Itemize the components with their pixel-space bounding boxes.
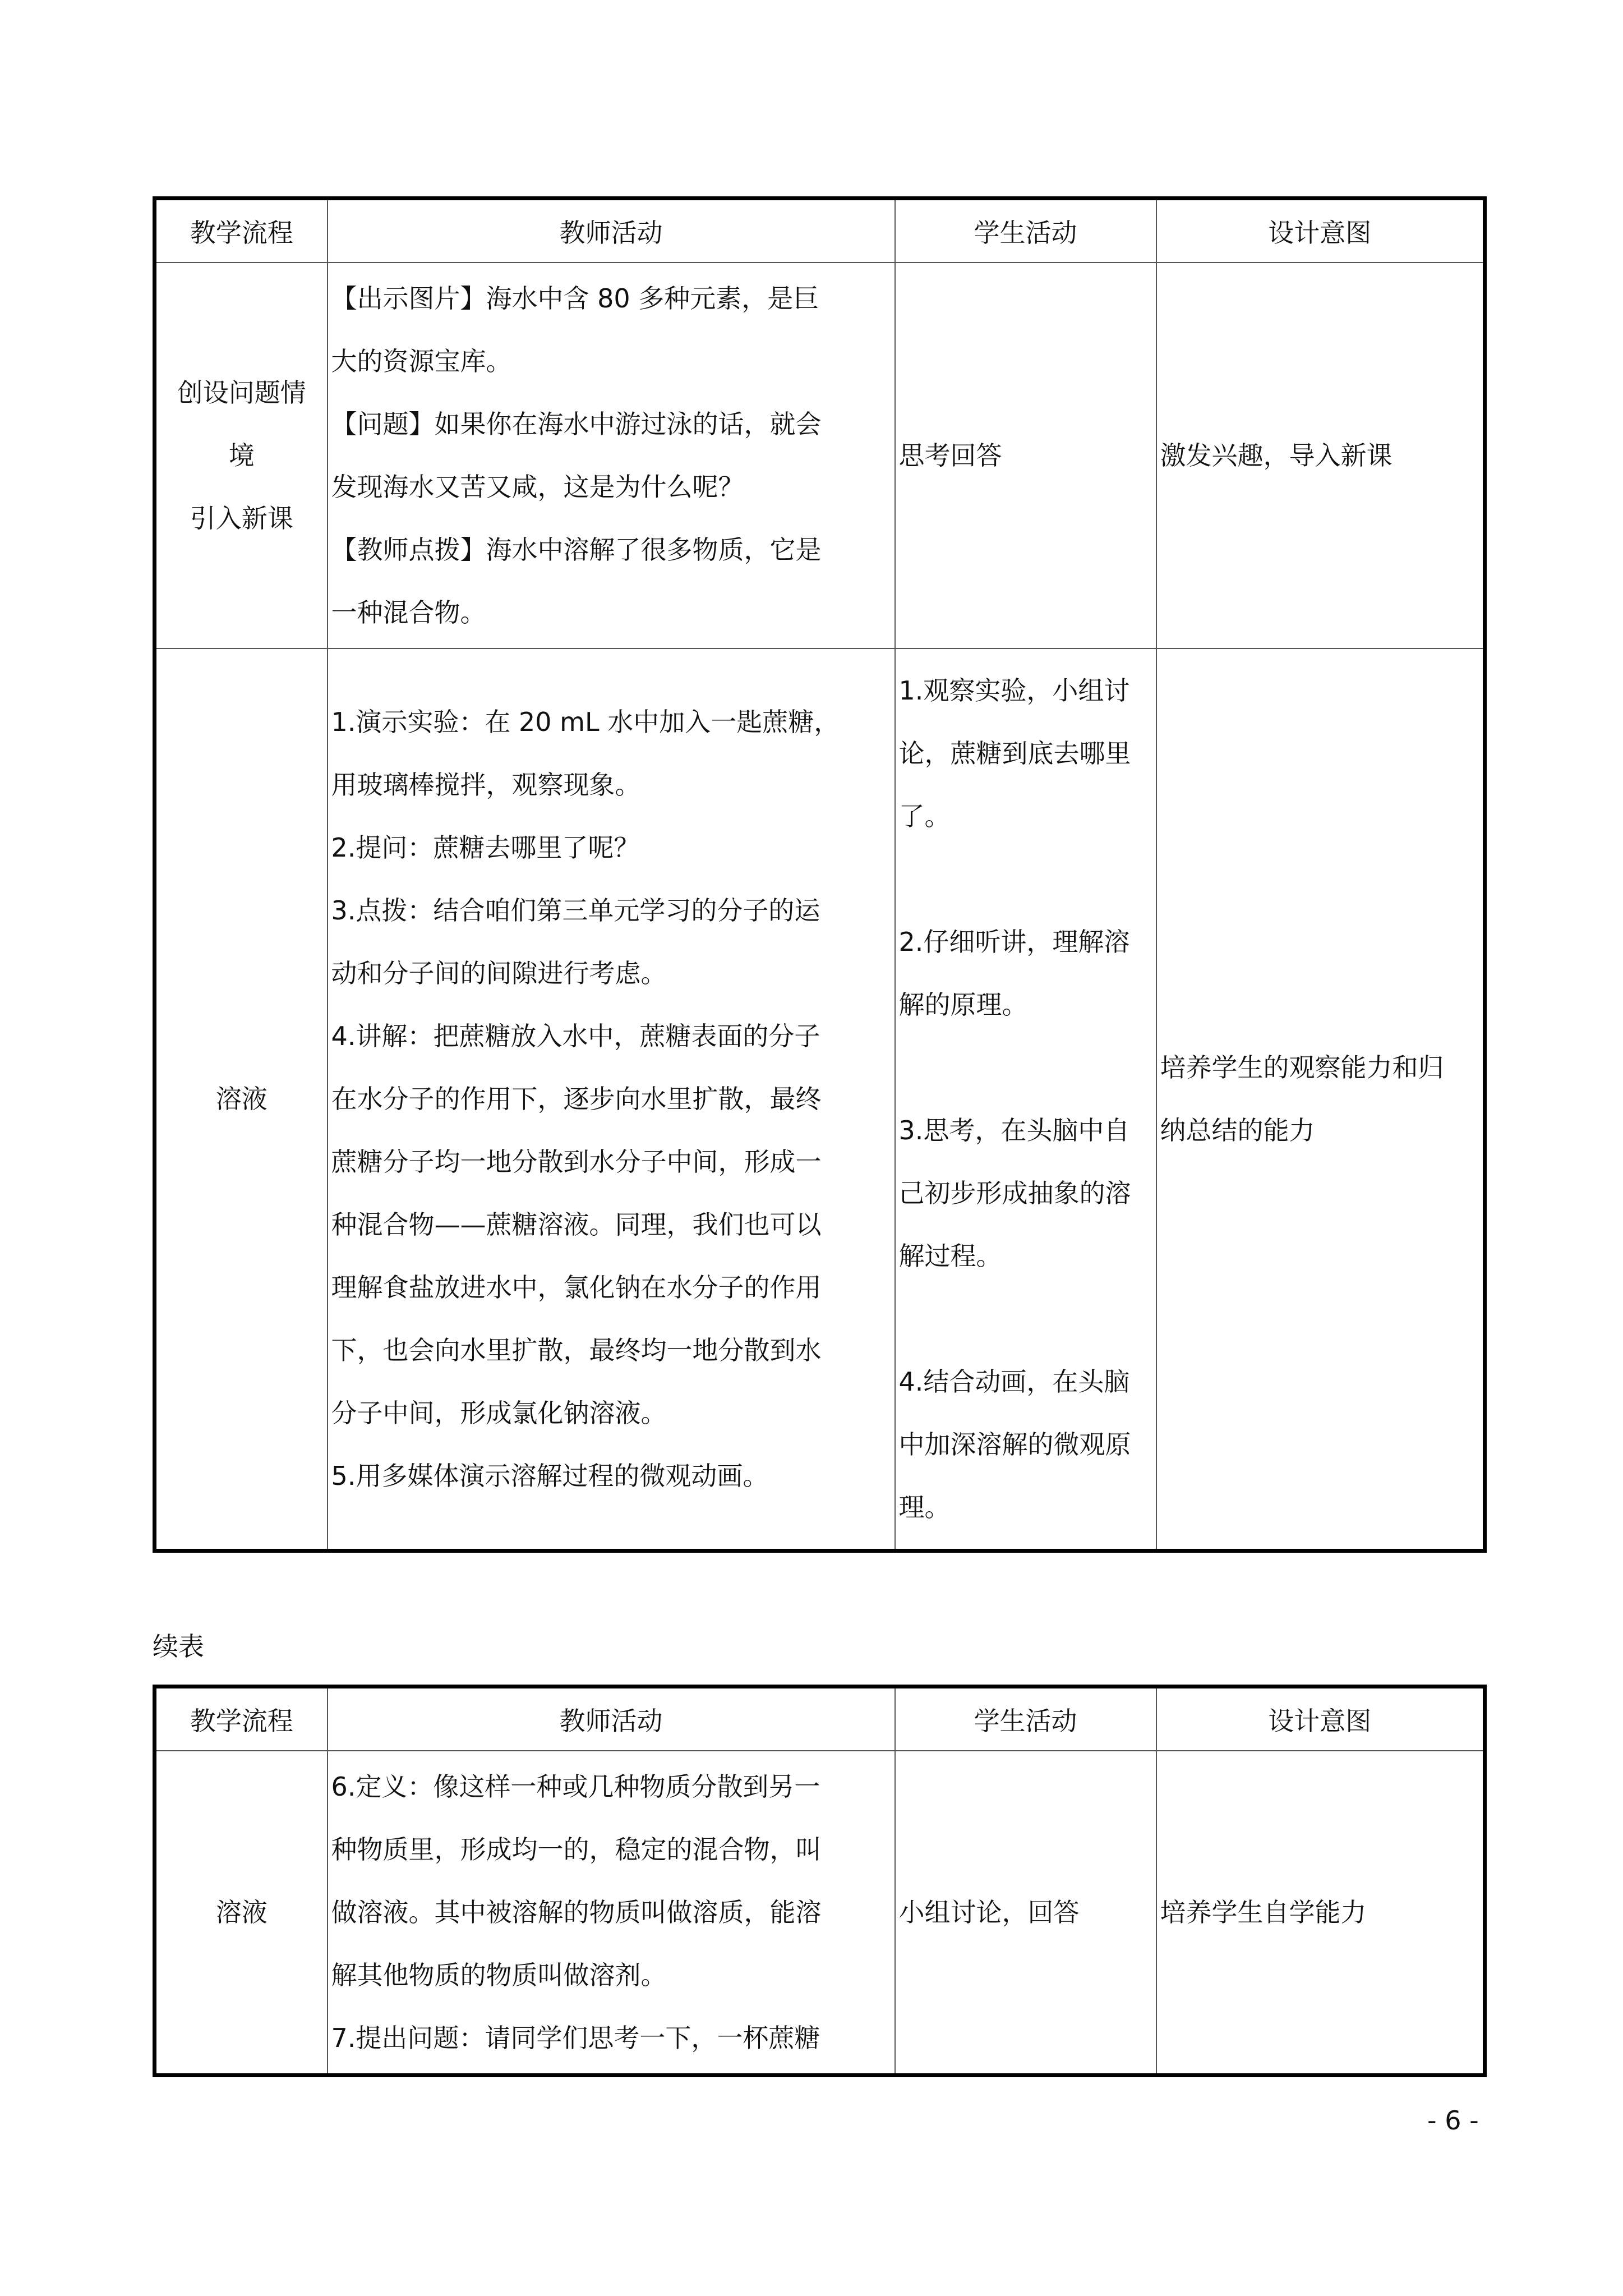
teacher-line: 动和分子间的间隙进行考虑。	[331, 958, 667, 988]
teacher-line: 分子中间，形成氯化钠溶液。	[331, 1397, 667, 1428]
teacher-line: 用玻璃棒搅拌，观察现象。	[331, 769, 641, 800]
student-line: 2.仔细听讲，理解溶	[898, 926, 1130, 957]
spacer	[899, 1287, 1152, 1350]
teacher-line: 6.定义：像这样一种或几种物质分散到另一	[331, 1771, 820, 1802]
student-line: 中加深溶解的微观原	[898, 1429, 1131, 1460]
student-line: 论，蔗糖到底去哪里	[898, 738, 1131, 769]
header-student-activity: 学生活动	[895, 199, 1156, 263]
design-intent-cell	[1156, 648, 1485, 1550]
student-activity-cell: 小组讨论，回答	[895, 1751, 1156, 2075]
table-row	[155, 263, 1485, 648]
teacher-line: 下，也会向水里扩散，最终均一地分散到水	[331, 1335, 822, 1365]
stage-cell: 溶液	[155, 1751, 328, 2075]
table-header-row	[155, 199, 1485, 263]
teacher-line: 做溶液。其中被溶解的物质叫做溶质，能溶	[331, 1897, 822, 1927]
teacher-activity-cell	[328, 648, 895, 1550]
stage-line: 引入新课	[190, 503, 293, 533]
teacher-line: 3.点拨：结合咱们第三单元学习的分子的运	[331, 895, 820, 926]
student-line: 3.思考，在头脑中自	[898, 1115, 1130, 1145]
teacher-line: 【出示图片】海水中含 80 多种元素，是巨	[331, 283, 819, 314]
stage-cell	[155, 263, 328, 648]
teacher-activity-cell	[328, 263, 895, 648]
stage-cell: 溶液	[155, 648, 328, 1550]
table-row	[155, 648, 1485, 1550]
header-teacher-activity: 教师活动	[328, 199, 895, 263]
teacher-line: 【教师点拨】海水中溶解了很多物质，它是	[331, 535, 822, 565]
teacher-line: 5.用多媒体演示溶解过程的微观动画。	[331, 1460, 769, 1491]
teacher-activity-cell	[328, 1751, 895, 2075]
teacher-line: 发现海水又苦又咸，这是为什么呢？	[331, 472, 744, 502]
spacer	[899, 848, 1152, 910]
header-student-activity: 学生活动	[895, 1687, 1156, 1751]
student-line: 4.结合动画，在头脑	[898, 1366, 1130, 1397]
teacher-line: 解其他物质的物质叫做溶剂。	[331, 1959, 667, 1990]
header-stage: 教学流程	[155, 1687, 328, 1751]
student-line: 解的原理。	[898, 989, 1028, 1020]
student-activity-cell: 思考回答	[895, 263, 1156, 648]
teacher-line: 7.提出问题：请同学们思考一下，一杯蔗糖	[331, 2022, 820, 2053]
spacer	[899, 1036, 1152, 1099]
teacher-line: 种物质里，形成均一的，稳定的混合物，叫	[331, 1834, 822, 1865]
stage-line: 创设问题情	[177, 378, 306, 408]
teacher-line: 【问题】如果你在海水中游过泳的话，就会	[331, 409, 822, 439]
teacher-line: 蔗糖分子均一地分散到水分子中间，形成一	[331, 1146, 822, 1177]
intent-line: 纳总结的能力	[1160, 1115, 1315, 1145]
teacher-line: 大的资源宝库。	[331, 346, 512, 376]
student-line: 理。	[898, 1492, 951, 1522]
lesson-plan-table-continued	[153, 1685, 1487, 2077]
teacher-line: 理解食盐放进水中，氯化钠在水分子的作用	[331, 1272, 822, 1303]
design-intent-cell: 激发兴趣，导入新课	[1156, 263, 1485, 648]
teacher-line: 1.演示实验：在 20 mL 水中加入一匙蔗糖，	[331, 706, 840, 737]
teacher-line: 2.提问：蔗糖去哪里了呢？	[331, 832, 640, 863]
student-line: 了。	[898, 800, 951, 831]
table-row	[155, 1751, 1485, 2075]
teacher-line: 4.讲解：把蔗糖放入水中，蔗糖表面的分子	[331, 1020, 820, 1051]
header-stage: 教学流程	[155, 199, 328, 263]
student-activity-cell	[895, 648, 1156, 1550]
stage-line: 境	[228, 440, 255, 471]
teacher-line: 一种混合物。	[331, 597, 486, 628]
header-teacher-activity: 教师活动	[328, 1687, 895, 1751]
continued-table-label: 续表	[153, 1631, 204, 1662]
design-intent-cell: 培养学生自学能力	[1156, 1751, 1485, 2075]
student-line: 1.观察实验，小组讨	[898, 675, 1130, 706]
header-design-intent: 设计意图	[1156, 1687, 1485, 1751]
student-line: 解过程。	[898, 1240, 1002, 1271]
teacher-line: 种混合物——蔗糖溶液。同理，我们也可以	[331, 1209, 822, 1240]
teacher-line: 在水分子的作用下，逐步向水里扩散，最终	[331, 1083, 822, 1114]
table-header-row	[155, 1687, 1485, 1751]
header-design-intent: 设计意图	[1156, 199, 1485, 263]
student-line: 己初步形成抽象的溶	[898, 1177, 1131, 1208]
page-number: - 6 -	[1427, 2105, 1479, 2136]
intent-line: 培养学生的观察能力和归	[1160, 1052, 1444, 1083]
lesson-plan-table	[153, 196, 1487, 1553]
